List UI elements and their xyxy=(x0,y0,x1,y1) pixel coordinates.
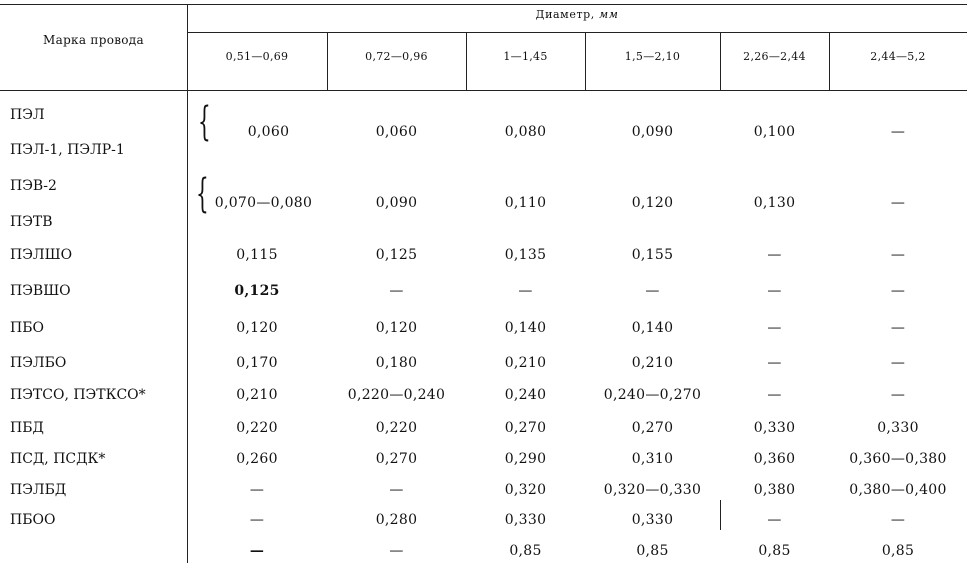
cell-r6-c5: — xyxy=(767,355,782,371)
cell-r7-c1: 0,210 xyxy=(236,387,278,403)
row-label-pev2: ПЭВ-2 xyxy=(10,178,57,194)
cell-r2-c3: 0,110 xyxy=(504,195,547,211)
header-mid-rule xyxy=(187,32,967,33)
cell-r5-c6: — xyxy=(890,320,906,336)
cell-r11-c2: 0,280 xyxy=(375,512,418,528)
row-label-pbd: ПБД xyxy=(10,420,44,436)
cell-r6-c4: 0,210 xyxy=(631,355,674,371)
cell-r12-c6: 0,85 xyxy=(881,543,915,559)
cell-r6-c1: 0,170 xyxy=(236,355,278,371)
row-label-pelbd: ПЭЛБД xyxy=(10,482,67,498)
cell-r7-c6: — xyxy=(890,387,906,403)
cell-r11-c6: — xyxy=(890,512,906,528)
cell-r1-c6: — xyxy=(890,124,906,140)
cell-r1-c2: 0,060 xyxy=(375,124,418,140)
diameter-header: Диаметр, мм xyxy=(535,8,619,21)
cell-r5-c2: 0,120 xyxy=(375,320,418,336)
brace-row-1: { xyxy=(198,99,211,145)
col-header-4: 1,5—2,10 xyxy=(624,50,681,63)
cell-r10-c2: — xyxy=(389,482,404,498)
cell-r11-c3: 0,330 xyxy=(504,512,547,528)
cell-r12-c5: 0,85 xyxy=(758,543,791,559)
cell-r3-c5: — xyxy=(767,247,782,263)
col-header-1: 0,51—0,69 xyxy=(225,50,289,63)
cell-r2-c4: 0,120 xyxy=(631,195,674,211)
cell-r4-c1: 0,125 xyxy=(234,283,280,299)
cell-r10-c4: 0,320—0,330 xyxy=(603,482,702,498)
row-label-pevsho: ПЭВШО xyxy=(10,283,71,299)
cell-r3-c3: 0,135 xyxy=(504,247,547,263)
cell-r8-c3: 0,270 xyxy=(504,420,547,436)
cell-r9-c3: 0,290 xyxy=(504,451,547,467)
cell-r9-c6: 0,360—0,380 xyxy=(849,451,947,467)
row-label-pel1: ПЭЛ-1, ПЭЛР-1 xyxy=(10,142,125,158)
col-header-5: 2,26—2,44 xyxy=(743,50,806,63)
cell-r8-c5: 0,330 xyxy=(753,420,796,436)
row-label-pbo: ПБО xyxy=(10,320,44,336)
cell-r3-c6: — xyxy=(890,247,906,263)
cell-r12-c3: 0,85 xyxy=(509,543,542,559)
cell-r10-c5: 0,380 xyxy=(753,482,796,498)
row-label-psd: ПСД, ПСДК* xyxy=(10,451,106,467)
cell-r5-c5: — xyxy=(767,320,782,336)
cell-r2-c6: — xyxy=(890,195,906,211)
cell-r5-c4: 0,140 xyxy=(631,320,674,336)
col-header-2: 0,72—0,96 xyxy=(365,50,428,63)
cell-r9-c4: 0,310 xyxy=(631,451,674,467)
row-label-pelbo: ПЭЛБО xyxy=(10,355,67,371)
cell-r1-c4: 0,090 xyxy=(631,124,674,140)
cell-r3-c4: 0,155 xyxy=(631,247,674,263)
cell-r1-c5: 0,100 xyxy=(753,124,796,140)
row-label-pel: ПЭЛ xyxy=(10,107,45,123)
cell-r3-c2: 0,125 xyxy=(375,247,418,263)
cell-r6-c2: 0,180 xyxy=(375,355,418,371)
cell-r12-c2: — xyxy=(389,543,404,559)
cell-r12-c1: — xyxy=(249,543,265,559)
cell-r9-c1: 0,260 xyxy=(236,451,278,467)
cell-r7-c4: 0,240—0,270 xyxy=(603,387,702,403)
cell-r3-c1: 0,115 xyxy=(236,247,278,263)
cell-r7-c3: 0,240 xyxy=(504,387,547,403)
cell-r10-c1: — xyxy=(249,482,265,498)
cell-r1-c3: 0,080 xyxy=(504,124,547,140)
cell-r11-c1: — xyxy=(249,512,265,528)
row-label-pboo: ПБОО xyxy=(10,512,56,528)
brace-row-2: { xyxy=(196,171,209,217)
cell-r9-c5: 0,360 xyxy=(753,451,796,467)
cell-r8-c1: 0,220 xyxy=(236,420,278,436)
cell-r7-c2: 0,220—0,240 xyxy=(347,387,446,403)
cell-r5-c1: 0,120 xyxy=(236,320,278,336)
cell-r4-c2: — xyxy=(389,283,404,299)
cell-r6-c3: 0,210 xyxy=(504,355,547,371)
row-label-petso: ПЭТСО, ПЭТКСО* xyxy=(10,387,146,403)
cell-r4-c3: — xyxy=(518,283,533,299)
cell-r2-c2: 0,090 xyxy=(375,195,418,211)
cell-r12-c4: 0,85 xyxy=(636,543,669,559)
cell-r4-c4: — xyxy=(645,283,660,299)
col-header-3: 1—1,45 xyxy=(503,50,548,63)
col-header-6: 2,44—5,2 xyxy=(870,50,926,63)
cell-r4-c6: — xyxy=(890,283,906,299)
row-label-petv: ПЭТВ xyxy=(10,214,53,230)
cell-r8-c2: 0,220 xyxy=(375,420,418,436)
brand-column-header: Марка провода xyxy=(43,33,144,47)
cell-r11-c5: — xyxy=(767,512,782,528)
row-label-pelsho: ПЭЛШО xyxy=(10,247,73,263)
cell-r11-c4: 0,330 xyxy=(631,512,674,528)
table-top-rule xyxy=(0,4,967,5)
cell-r4-c5: — xyxy=(767,283,782,299)
cell-r2-c1: 0,070—0,080 xyxy=(214,195,313,211)
cell-r10-c6: 0,380—0,400 xyxy=(849,482,947,498)
header-bottom-rule xyxy=(0,90,967,91)
cell-r2-c5: 0,130 xyxy=(753,195,796,211)
cell-r5-c3: 0,140 xyxy=(504,320,547,336)
cell-r10-c3: 0,320 xyxy=(504,482,547,498)
cell-r1-c1: 0,060 xyxy=(247,124,290,140)
cell-r6-c6: — xyxy=(890,355,906,371)
cell-r8-c4: 0,270 xyxy=(631,420,674,436)
cell-r9-c2: 0,270 xyxy=(375,451,418,467)
cell-r7-c5: — xyxy=(767,387,782,403)
cell-r8-c6: 0,330 xyxy=(877,420,919,436)
